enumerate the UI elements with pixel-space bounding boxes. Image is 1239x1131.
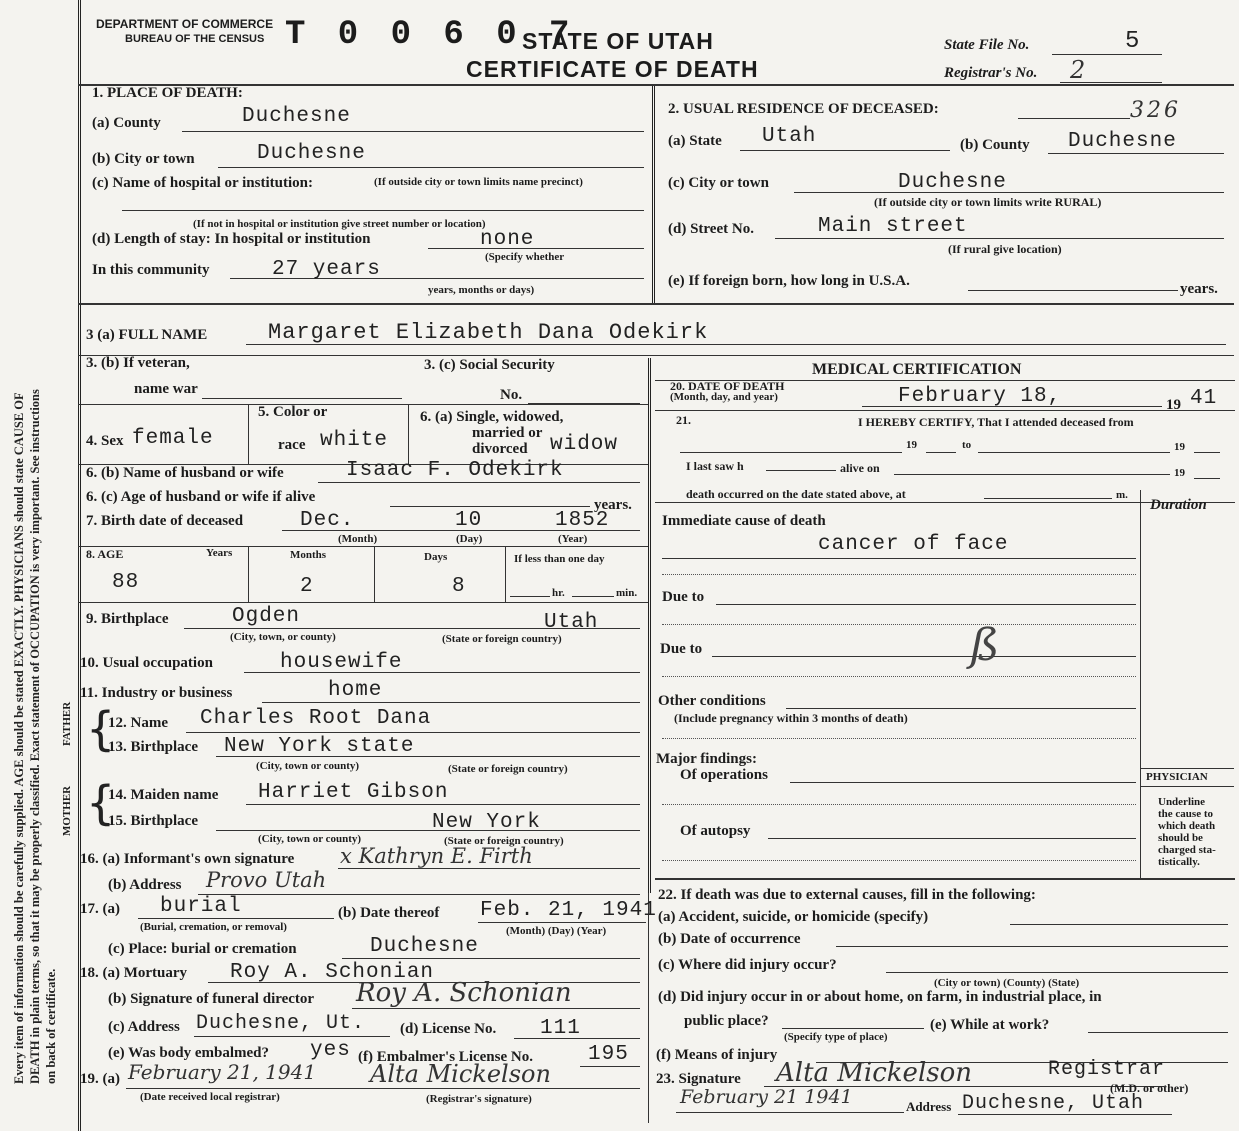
birthdate-label: 7. Birth date of deceased [86,513,244,529]
father-state-note: (State or foreign country) [448,763,568,775]
res-county-label: (b) County [960,137,1030,153]
operations-line [790,782,1136,783]
other-conditions-label: Other conditions [658,693,766,709]
external-heading: 22. If death was due to external causes, fill in the following: [658,887,1036,903]
operations-label: Of operations [680,767,768,783]
pod-stay-label: (d) Length of stay: In hospital or institution [92,231,371,247]
birthplace-state-value: Utah [544,611,599,634]
signature-23-value: Alta Mickelson [776,1058,973,1088]
burial-place-value: Duchesne [370,935,479,958]
corner-number: 326 [1130,98,1181,123]
registrar-no-value: 2 [1070,56,1086,84]
state-file-line [1052,54,1162,55]
external-d-label: (d) Did injury occur in or about home, on farm, in industrial place, in [658,989,1102,1005]
stamp-number: T 0 0 6 0 7 [285,16,576,54]
color-marital-divider [408,404,409,464]
director-signature-line [352,1008,640,1009]
signature-23-title: Registrar [1048,1058,1166,1081]
instruction-text [11,34,59,1084]
alive-year-line [1194,478,1220,479]
top-section-divider [652,86,655,304]
m-label: m. [1116,489,1128,501]
marital-label-1: 6. (a) Single, widowed, [420,409,564,425]
certify-text: I HEREBY CERTIFY, That I attended deceased from [858,415,1134,429]
handwritten-code: ß [970,620,1000,671]
received-value: February 21, 1941 [128,1060,317,1084]
months-label: Months [290,549,327,561]
age-days-value: 8 [452,575,466,598]
immediate-dots [662,574,1136,575]
mother-brace-icon: { [86,776,116,830]
license-value: 111 [540,1017,581,1040]
birthplace-label: 9. Birthplace [86,611,169,627]
signature-date-line [676,1112,904,1113]
physician-top-rule [1140,768,1234,769]
pod-county-label: (a) County [92,115,161,131]
occupation-value: housewife [280,651,403,674]
mother-name-label: 14. Maiden name [108,787,219,803]
burial-method-note: (Burial, cremation, or removal) [140,921,287,933]
birth-day-note: (Day) [456,533,483,545]
res-foreign-line [968,290,1178,291]
min-line [572,596,614,597]
res-street-label: (d) Street No. [668,221,754,237]
burial-place-label: (c) Place: burial or cremation [108,941,297,957]
res-street-note: (If rural give location) [948,242,1062,256]
underline-note-5: charged sta- [1158,844,1216,856]
informant-signature-label: 16. (a) Informant's own signature [80,851,295,867]
signature-23-title-note: (M.D. or other) [1110,1081,1189,1095]
external-b-label: (b) Date of occurrence [658,931,801,947]
mortuary-label: 18. (a) Mortuary [80,965,188,981]
mother-birthplace-line [216,830,640,831]
duration-column-divider [1140,490,1141,878]
registrar-signature-note: (Registrar's signature) [426,1093,532,1105]
external-e-line [1088,1032,1228,1033]
death-year-prefix: 19 [1166,397,1181,413]
occurred-line [984,498,1112,499]
sex-value: female [132,427,214,450]
informant-address-value: Provo Utah [206,868,327,892]
burial-date-note: (Month) (Day) (Year) [506,925,607,937]
res-city-label: (c) City or town [668,175,769,191]
father-birthplace-label: 13. Birthplace [108,739,198,755]
from-19: 19 [906,439,917,451]
underline-note-2: the cause to [1158,808,1213,820]
hr-line [510,596,550,597]
alive-line [894,474,1170,475]
res-foreign-suffix: years. [1180,281,1218,297]
informant-signature-line [338,868,640,869]
birth-month-note: (Month) [338,533,378,545]
to-line [978,452,1170,453]
medical-section-divider [648,358,651,893]
lastsaw-label: I last saw h [686,459,744,473]
age-row-bottom-rule [78,602,648,603]
occurred-rule [655,502,1235,503]
race-label: race [278,437,306,453]
embalmer-license-label: (f) Embalmer's License No. [358,1049,533,1065]
external-f-label: (f) Means of injury [656,1047,778,1063]
embalmer-license-value: 195 [588,1043,629,1066]
autopsy-line [768,838,1136,839]
age-row-top-rule [78,546,648,547]
color-label: 5. Color or [258,404,328,420]
age-divider-2 [374,546,375,602]
fullname-value: Margaret Elizabeth Dana Odekirk [268,320,709,345]
death-date-rule [655,410,1235,411]
registrar-signature-value: Alta Mickelson [370,1060,551,1088]
res-county-value: Duchesne [1068,130,1177,153]
certify-num: 21. [676,413,691,427]
pod-city-line [218,167,644,168]
external-d-note: (Specify type of place) [784,1031,888,1043]
less-day-label: If less than one day [514,553,605,565]
pod-stay-value: none [480,228,535,251]
years-label: Years [206,547,233,559]
pod-county-value: Duchesne [242,105,351,128]
to-year-line [1194,452,1220,453]
underline-note-1: Underline [1158,796,1206,808]
sex-color-divider [248,404,249,464]
due-to-1-line [716,604,1136,605]
burial-method-value: burial [160,895,242,918]
immediate-cause-line [662,558,1136,559]
bureau-line: BUREAU OF THE CENSUS [125,33,265,45]
signature-date-value: February 21 1941 [680,1086,853,1108]
form-left-border [78,0,81,1131]
lastsaw-line [766,470,836,471]
department-line: DEPARTMENT OF COMMERCE [96,17,274,31]
medical-bottom-rule [655,878,1235,880]
registrar-no-label: Registrar's No. [944,65,1038,81]
underline-note-6: tistically. [1158,856,1200,868]
residence-heading-line [1018,118,1130,119]
father-name-line [186,732,640,733]
top-section-rule [78,303,1234,305]
due-to-2-label: Due to [660,641,703,657]
state-file-value: 5 [1125,28,1141,55]
physician-label: PHYSICIAN [1146,771,1208,783]
industry-label: 11. Industry or business [80,685,233,701]
medical-heading: MEDICAL CERTIFICATION [812,361,1022,378]
marital-label-3: divorced [472,441,528,457]
informant-address-label: (b) Address [108,877,182,893]
father-name-value: Charles Root Dana [200,707,432,730]
res-foreign-label: (e) If foreign born, how long in U.S.A. [668,273,910,289]
death-date-note: (Month, day, and year) [670,391,778,403]
external-b-line [836,946,1228,947]
industry-value: home [328,679,383,702]
res-state-line [740,150,950,151]
informant-address-line [198,894,640,895]
lower-divider [648,893,649,1123]
due-to-1-label: Due to [662,589,705,605]
to-19: 19 [1174,441,1185,453]
physician-bottom-rule [1140,786,1234,787]
duration-label: Duration [1150,497,1207,513]
age-years-value: 88 [112,571,140,594]
ss-no-label: No. [500,387,523,403]
burial-date-line [478,922,646,923]
underline-note-4: should be [1158,832,1203,844]
informant-signature-value: x Kathryn E. Firth [340,844,533,868]
to-label: to [962,439,972,451]
race-value: white [320,429,389,452]
spouse-age-label: 6. (c) Age of husband or wife if alive [86,489,316,505]
underline-note-3: which death [1158,820,1216,832]
spouse-line [318,482,640,483]
res-street-value: Main street [818,215,968,238]
pod-city-value: Duchesne [257,142,366,165]
mother-city-note: (City, town or county) [258,833,362,845]
due-to-2-line [712,656,1136,657]
alive-19: 19 [1174,467,1185,479]
days-label: Days [424,551,448,563]
place-of-death-heading: 1. PLACE OF DEATH: [92,85,243,101]
mother-state-note: (State or foreign country) [444,835,564,847]
pod-community-note: years, months or days) [428,284,535,296]
external-e-label: (e) While at work? [930,1017,1050,1033]
father-tag: FATHER [61,701,73,746]
mother-name-line [246,804,640,805]
external-a-line [1010,924,1228,925]
res-street-line [775,238,1224,239]
veteran-label: 3. (b) If veteran, [86,355,190,371]
signature-address-value: Duchesne, Utah [962,1092,1145,1115]
war-line [202,398,402,399]
certificate-title: CERTIFICATE OF DEATH [466,56,759,82]
director-signature-value: Roy A. Schonian [356,978,572,1008]
res-state-value: Utah [762,125,817,148]
marital-value: widow [550,433,619,456]
age-months-value: 2 [300,575,314,598]
pod-county-line [182,131,644,132]
spouse-value: Isaac F. Odekirk [346,459,564,482]
res-city-line [794,192,1224,193]
from-line [680,452,902,453]
external-c-label: (c) Where did injury occur? [658,957,837,973]
industry-line [262,702,640,703]
death-date-value: February 18, [898,385,1062,408]
birth-year-note: (Year) [558,533,588,545]
death-year-value: 41 [1190,387,1218,410]
instruction-line-3: on back of certificate. [44,968,58,1084]
other-conditions-line [786,708,1136,709]
father-name-label: 12. Name [108,715,168,731]
mother-birthplace-value: New York [432,811,541,834]
spouse-age-line [390,506,590,507]
other-conditions-note: (Include pregnancy within 3 months of death) [674,711,908,725]
name-row-rule [78,355,1234,356]
pod-stay-line [428,248,644,249]
birthplace-city-note: (City, town, or county) [230,631,336,643]
embalmer-license-line [580,1066,640,1067]
fullname-label: 3 (a) FULL NAME [86,327,208,343]
signature-23-label: 23. Signature [656,1071,741,1087]
marital-label-2: married or [472,425,543,441]
burial-method-label: 17. (a) [80,901,120,917]
received-note: (Date received local registrar) [140,1091,280,1103]
mother-tag: MOTHER [61,785,73,836]
state-title: STATE OF UTAH [522,28,714,54]
external-a-label: (a) Accident, suicide, or homicide (specify) [658,909,929,925]
director-signature-label: (b) Signature of funeral director [108,991,315,1007]
burial-date-value: Feb. 21, 1941 [480,899,657,922]
immediate-cause-label: Immediate cause of death [662,513,826,529]
burial-date-label: (b) Date thereof [338,905,440,921]
pod-city-label: (b) City or town [92,151,195,167]
external-c-line [886,972,1228,973]
pod-hospital-note: (If outside city or town limits name precinct) [374,176,583,188]
external-c-note: (City or town) (County) (State) [934,977,1080,989]
res-city-value: Duchesne [898,171,1007,194]
immediate-cause-value: cancer of face [818,533,1009,556]
instruction-line-1: Every item of information should be carefully supplied. AGE should be stated EXACTLY. PHYSICIANS should state CAUSE OF [12,392,26,1084]
autopsy-dots [662,860,1136,861]
due-1-dots [662,624,1136,625]
pod-hospital-line [122,210,644,211]
major-findings-label: Major findings: [656,751,757,767]
mother-birthplace-label: 15. Birthplace [108,813,198,829]
age-label: 8. AGE [86,547,124,561]
received-label: 19. (a) [80,1071,120,1087]
signature-address-label: Address [906,1099,952,1114]
instruction-line-2: DEATH in plain terms, so that it may be properly classified. Exact statement of OCCUPATION is very important. See instructions [28,389,42,1084]
mortuary-address-value: Duchesne, Ut. [196,1012,366,1035]
birthplace-state-note: (State or foreign country) [442,633,562,645]
embalmed-value: yes [310,1039,351,1062]
state-file-label: State File No. [944,37,1030,53]
received-line [126,1088,640,1089]
father-city-note: (City, town or county) [256,760,360,772]
license-label: (d) License No. [400,1021,497,1037]
underline-note [1158,796,1234,868]
spouse-age-suffix: years. [594,497,632,513]
other-dots [662,738,1136,739]
hr-label: hr. [552,587,565,599]
external-d-label-2: public place? [684,1013,769,1029]
instruction-sidebar [0,0,70,1131]
autopsy-label: Of autopsy [680,823,751,839]
burial-place-line [342,958,640,959]
spouse-label: 6. (b) Name of husband or wife [86,465,284,481]
father-birthplace-value: New York state [224,735,415,758]
operations-dots [662,804,1136,805]
residence-heading: 2. USUAL RESIDENCE OF DECEASED: [668,101,939,117]
pod-hospital-label: (c) Name of hospital or institution: [92,175,313,191]
age-divider-1 [248,546,249,602]
occupation-label: 10. Usual occupation [80,655,213,671]
age-divider-3 [505,546,506,602]
mother-name-value: Harriet Gibson [258,781,449,804]
from-year-line [926,452,956,453]
embalmed-label: (e) Was body embalmed? [108,1045,269,1061]
mortuary-address-label: (c) Address [108,1019,180,1035]
res-city-note: (If outside city or town limits write RURAL) [874,195,1102,209]
occurred-label: death occurred on the date stated above, at [686,487,906,501]
sex-row-top-rule [78,404,648,405]
war-label: name war [134,381,198,397]
pod-community-label: In this community [92,262,210,278]
pod-community-value: 27 years [272,258,381,281]
mortuary-address-line [194,1036,390,1037]
birthplace-city-value: Ogden [232,605,301,628]
res-county-line [1048,153,1224,154]
father-brace-icon: { [86,702,116,756]
burial-method-line [138,918,334,919]
external-d-line [782,1028,924,1029]
ss-label: 3. (c) Social Security [424,357,555,373]
pod-street-note: (If not in hospital or institution give street number or location) [193,218,486,230]
header-bottom-rule [78,84,1234,86]
due-2-dots [662,676,1136,677]
pod-stay-note: (Specify whether [485,251,565,263]
birth-year-value: 1852 [555,509,610,532]
birth-day-value: 10 [455,509,483,532]
death-date-label: 20. DATE OF DEATH [670,379,785,393]
birth-month-value: Dec. [300,509,355,532]
res-state-label: (a) State [668,133,722,149]
mortuary-value: Roy A. Schonian [230,961,435,984]
sex-label: 4. Sex [86,433,124,449]
min-label: min. [616,587,638,599]
alive-label: alive on [840,461,880,475]
